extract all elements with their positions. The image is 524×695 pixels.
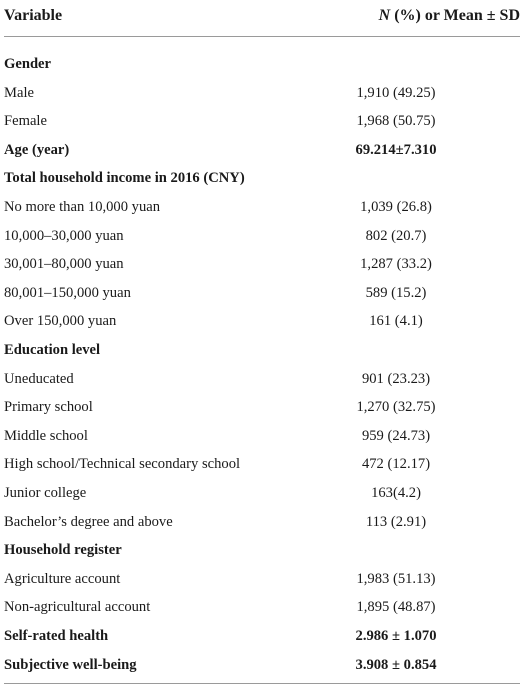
category-row (4, 164, 520, 193)
category-row (4, 536, 520, 565)
table-row (4, 279, 520, 308)
row-value: 1,968 (50.75) (356, 113, 436, 130)
row-label: 30,001–80,000 yuan (4, 256, 124, 273)
category-row (4, 136, 520, 165)
row-label: Age (year) (4, 141, 70, 158)
row-value: 901 (23.23) (361, 370, 431, 387)
table-row (4, 593, 520, 622)
header-value-rest: (%) or Mean ± SD (390, 7, 520, 24)
row-value: 1,039 (26.8) (360, 199, 432, 215)
row-value: 472 (12.17) (361, 456, 431, 473)
table-row (4, 508, 520, 537)
row-value: 959 (24.73) (361, 427, 431, 444)
row-value: 2.986 ± 1.070 (355, 628, 437, 644)
row-label: Primary school (4, 399, 93, 416)
row-label: High school/Technical secondary school (4, 456, 241, 473)
row-label: Agriculture account (4, 570, 121, 587)
header-variable: Variable (4, 7, 63, 24)
row-label: Junior college (4, 485, 87, 501)
table-row (4, 307, 520, 336)
header-value (379, 0, 520, 32)
table-header (4, 0, 520, 32)
row-label: 80,001–150,000 yuan (4, 284, 131, 301)
row-value: 1,270 (32.75) (356, 399, 436, 416)
category-row (4, 336, 520, 365)
row-label: Middle school (4, 427, 88, 444)
row-label: Female (4, 113, 47, 130)
table-row (4, 565, 520, 594)
table-row (4, 365, 520, 394)
table-row (4, 222, 520, 251)
row-label: Subjective well-being (4, 656, 137, 673)
row-label: Total household income in 2016 (CNY) (4, 170, 245, 187)
table-row (4, 250, 520, 279)
table-row (4, 79, 520, 108)
table-row (4, 422, 520, 451)
row-value: 3.908 ± 0.854 (355, 656, 437, 673)
row-label: Uneducated (4, 370, 74, 387)
table-row (4, 393, 520, 422)
table-row (4, 450, 520, 479)
table-row (4, 193, 520, 222)
row-label: Over 150,000 yuan (4, 313, 117, 330)
bottom-rule (4, 683, 520, 684)
row-value: 1,983 (51.13) (356, 570, 436, 587)
table-row (4, 479, 520, 508)
row-value: 802 (20.7) (365, 227, 427, 244)
header-value-n: N (378, 7, 391, 24)
row-value: 163(4.2) (371, 485, 421, 501)
row-label: Education level (4, 342, 101, 358)
row-label: Non-agricultural account (4, 599, 151, 616)
header-rule (4, 36, 520, 37)
row-value: 1,895 (48.87) (356, 599, 436, 616)
row-label: Bachelor’s degree and above (4, 513, 173, 530)
row-value: 69.214±7.310 (355, 141, 437, 158)
row-value: 113 (2.91) (365, 513, 427, 530)
row-value: 1,287 (33.2) (360, 256, 432, 273)
row-label: Household register (4, 542, 122, 559)
row-label: No more than 10,000 yuan (4, 199, 161, 215)
row-label: Self-rated health (4, 628, 109, 644)
row-value: 161 (4.1) (369, 313, 423, 330)
row-label: 10,000–30,000 yuan (4, 227, 124, 244)
row-value: 1,910 (49.25) (356, 84, 436, 101)
row-label: Gender (4, 56, 52, 72)
category-row (4, 651, 520, 680)
table-row (4, 107, 520, 136)
category-row (4, 50, 520, 79)
category-row (4, 622, 520, 651)
row-value: 589 (15.2) (365, 284, 427, 301)
row-label: Male (4, 84, 34, 101)
